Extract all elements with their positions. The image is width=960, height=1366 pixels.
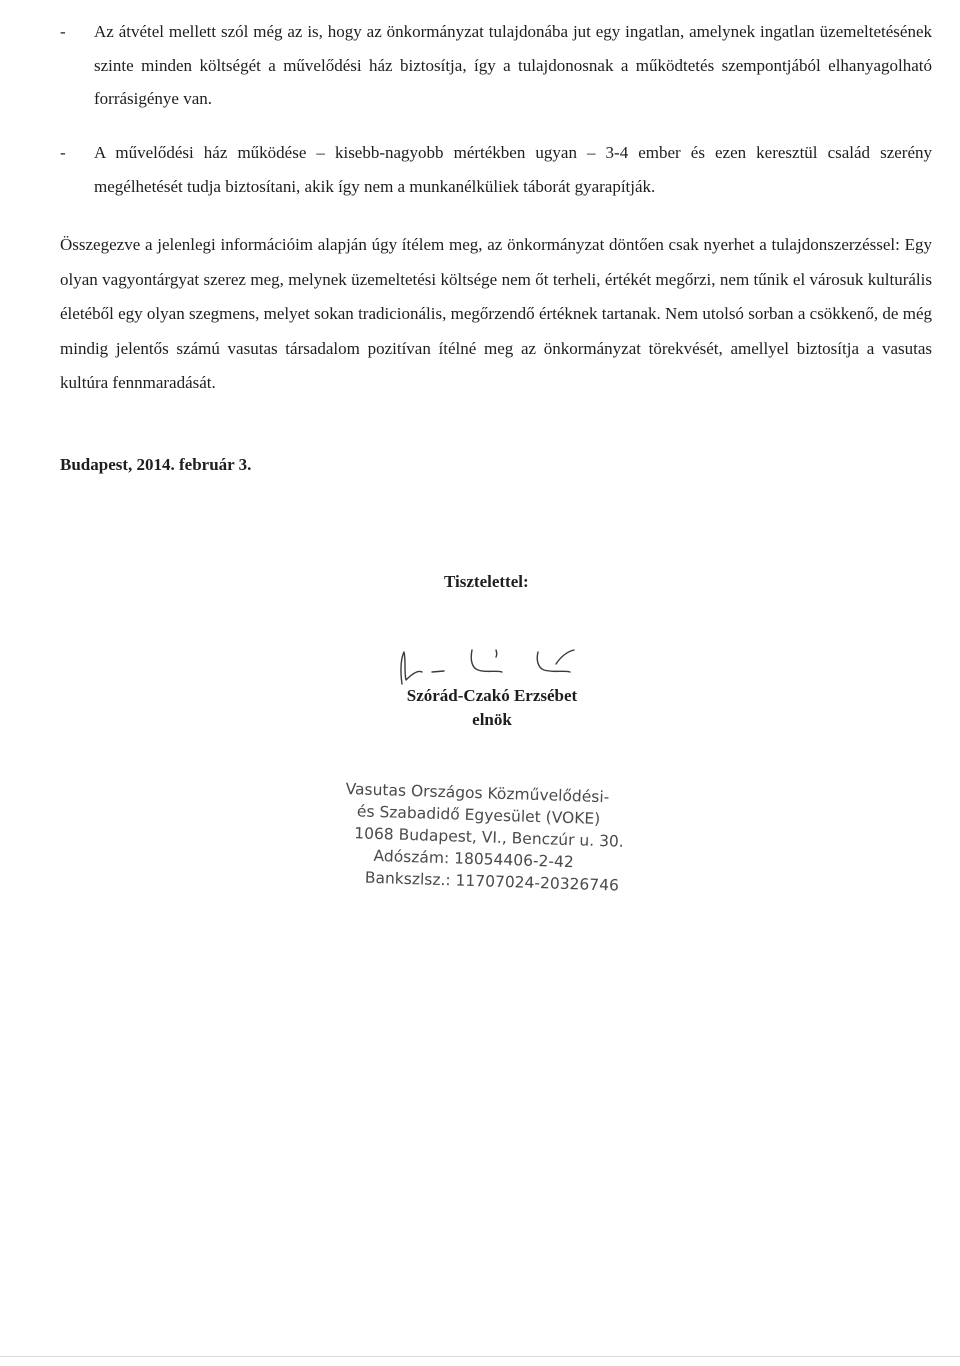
stamp-line: Adószám: 18054406-2-42 <box>373 846 575 872</box>
stamp-line: és Szabadidő Egyesület (VOKE) <box>356 802 601 829</box>
bullet-text: Az átvétel mellett szól még az is, hogy az önkormányzat tulajdonába jut egy ingatlan, amelynek ingatlan üzemeltetésének szinte minden költségét a művelődési ház biztosítja, így a tulajdonosnak a működtetés szempontjából elhanyagolható forrásigénye van. <box>94 22 932 108</box>
signer-name: Szórád-Czakó Erzsébet <box>406 686 578 705</box>
bullet-text: A művelődési ház működése – kisebb-nagyobb mértékben ugyan – 3-4 ember és ezen keresztül család szerény megélhetését tudja biztosítani, akik így nem a munkanélküliek táborát gyarapítják. <box>94 143 932 196</box>
bullet-marker: - <box>60 143 66 162</box>
summary-paragraph: Összegezve a jelenlegi információim alapján úgy ítélem meg, az önkormányzat döntően csak nyerhet a tulajdonszerzéssel: Egy olyan vagyontárgyat szerez meg, melynek üzemeltetési költsége nem őt terheli, értékét megőrzi, nem tűnik el városuk kulturális életéből egy olyan szegmens, melyet sokan tradicionális, megőrzendő értéknek tartanak. Nem utolsó sorban a csökkenő, de még mindig jelentős számú vasutas társadalom pozitívan ítélné meg az önkormányzat törekvését, amellyel biztosítja a vasutas kultúra fennmaradását. <box>60 235 932 393</box>
closing-salutation: Tisztelettel: <box>444 572 529 591</box>
bullet-item <box>60 136 932 203</box>
bullet-item <box>60 15 932 116</box>
document-date: Budapest, 2014. február 3. <box>60 455 252 474</box>
bullet-marker: - <box>60 22 66 41</box>
stamp-line: 1068 Budapest, VI., Benczúr u. 30. <box>353 824 625 851</box>
handwritten-signature <box>388 640 608 688</box>
signer-title: elnök <box>472 710 512 729</box>
stamp-line: Bankszlsz.: 11707024-20326746 <box>364 868 620 895</box>
page-bottom-edge <box>0 1356 960 1357</box>
signer-block <box>380 684 604 732</box>
stamp-line: Vasutas Országos Közművelődési- <box>345 779 610 807</box>
organization-stamp <box>343 778 646 897</box>
